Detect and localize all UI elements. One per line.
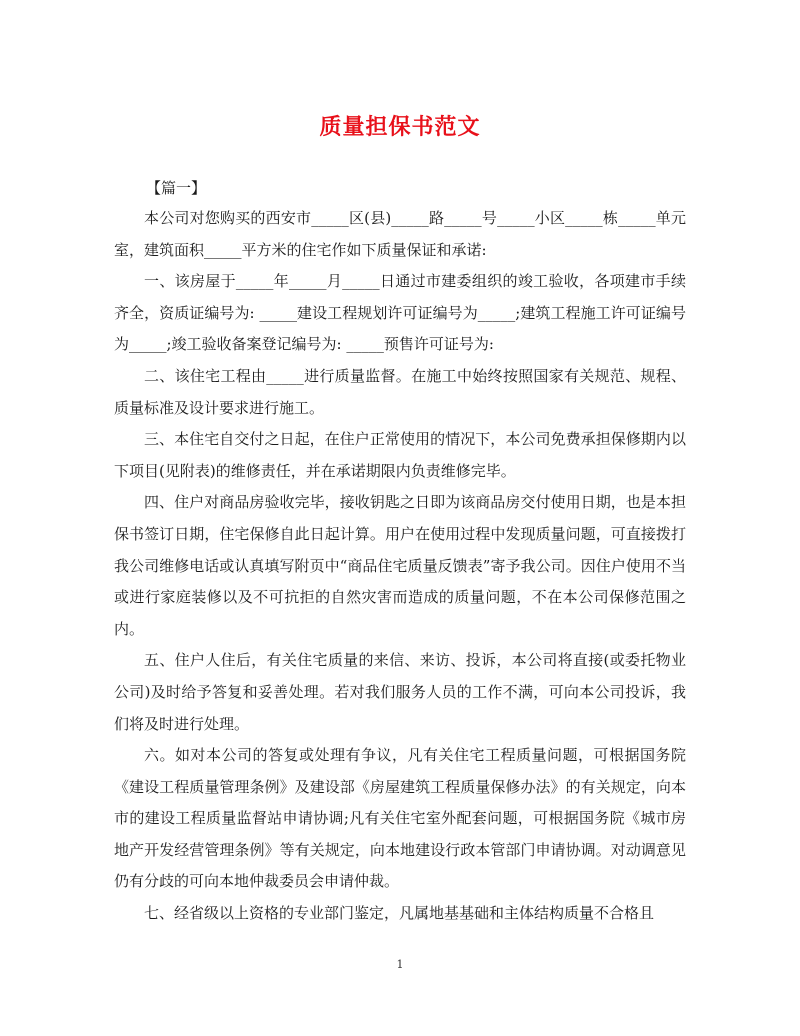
page-number: 1 [396, 958, 404, 971]
paragraph-6: 六。如对本公司的答复或处理有争议，凡有关住宅工程质量问题，可根据国务院《建设工程质量管理条例》及建设部《房屋建筑工程质量保修办法》的有关规定，向本市的建设工程质量监督站申请协调;凡有关住宅室外配套问题，可根据国务院《城市房地产开发经营管理条例》等有关规定，向本地建设行政本管部门申请协调。对动调意见仍有分歧的可向本地仲裁委员会申请仲裁。 [114, 746, 686, 891]
paragraph-3: 三、本住宅自交付之日起，在住户正常使用的情况下，本公司免费承担保修期内以下项目(见附表)的维修责任，并在承诺期限内负责维修完毕。 [114, 430, 686, 480]
document-body [114, 203, 686, 930]
paragraph-4: 四、住户对商品房验收完毕，接收钥匙之日即为该商品房交付使用日期，也是本担保书签订日期，住宅保修自此日起计算。用户在使用过程中发现质量问题，可直接拨打我公司维修电话或认真填写附页中“商品住宅质量反馈表”寄予我公司。因住户使用不当或进行家庭装修以及不可抗拒的自然灾害而造成的质量问题，不在本公司保修范围之内。 [114, 493, 686, 638]
paragraph-1: 一、该房屋于_____年_____月_____日通过市建委组织的竣工验收，各项建市手续齐全，资质证编号为: _____建设工程规划许可证编号为_____;建筑工程施工许可证编号为_____;竣工验收备案登记编号为: _____预售许可证号为: [114, 272, 686, 354]
document-title: 质量担保书范文 [319, 115, 481, 140]
paragraph-intro: 本公司对您购买的西安市_____区(县)_____路_____号_____小区_____栋_____单元室，建筑面积_____平方米的住宅作如下质量保证和承诺: [114, 209, 686, 259]
paragraph-2: 二、该住宅工程由_____进行质量监督。在施工中始终按照国家有关规范、规程、质量标准及设计要求进行施工。 [114, 366, 686, 417]
section-heading: 【篇一】 [146, 179, 207, 197]
paragraph-5: 五、住户人住后，有关住宅质量的来信、来访、投诉，本公司将直接(或委托物业公司)及时给予答复和妥善处理。若对我们服务人员的工作不满，可向本公司投诉，我们将及时进行处理。 [114, 651, 686, 733]
paragraph-7: 七、经省级以上资格的专业部门鉴定，凡属地基基础和主体结构质量不合格且 [144, 904, 655, 923]
